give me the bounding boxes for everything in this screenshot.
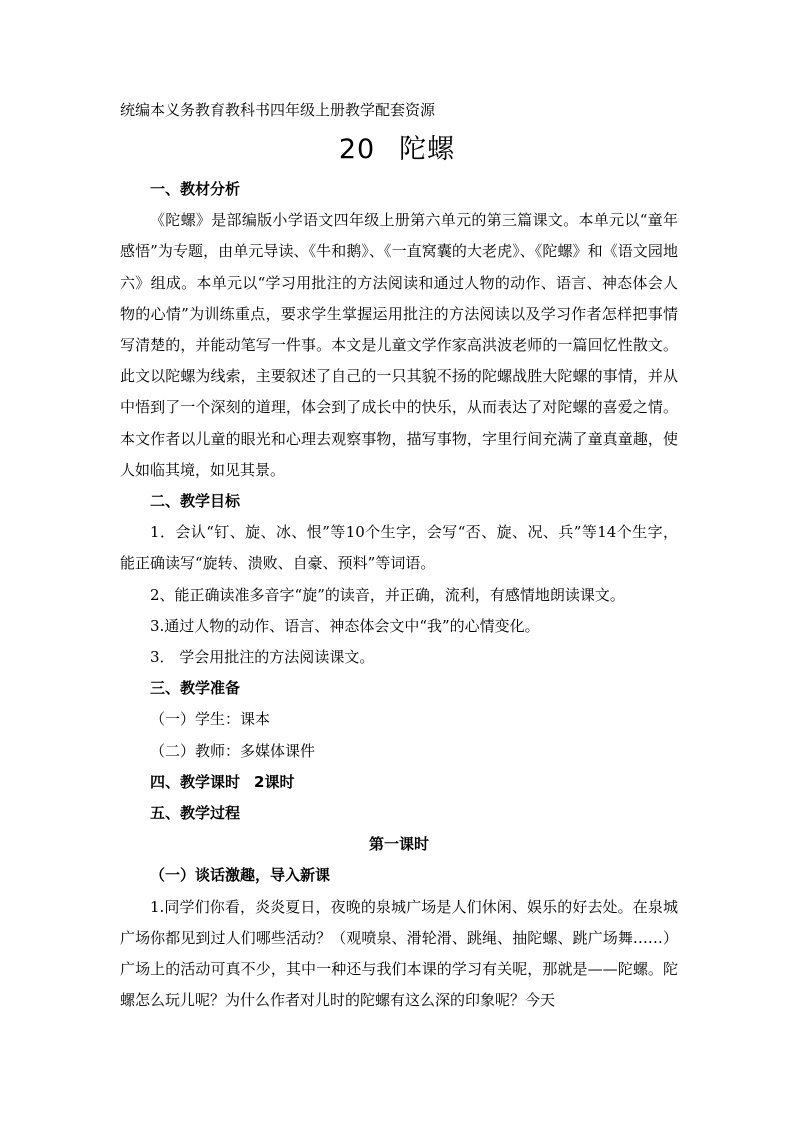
lesson-number: 20 xyxy=(338,134,376,165)
section-heading-hours xyxy=(120,767,678,798)
preparation-item-teacher: （二）教师：多媒体课件 xyxy=(150,741,316,760)
header-subtitle: 统编本义务教育教科书四年级上册教学配套资源 xyxy=(120,101,436,119)
section-heading-goals: 二、教学目标 xyxy=(150,492,241,511)
page-title xyxy=(0,132,794,168)
goal-item-4: 3． 学会用批注的方法阅读课文。 xyxy=(150,648,375,667)
analysis-paragraph: 《陀螺》是部编版小学语文四年级上册第六单元的第三篇课文。本单元以“童年感悟”为专题，由单元导读、《牛和鹅》、《一直窝囊的大老虎》、《陀螺》和《语文园地六》组成。本单元以“学习用批注的方法阅读和通过人物的动作、语言、神态体会人物的心情”为训练重点，要求学生掌握运用批注的方法阅读以及学习作者怎样把事情写清楚的，并能动笔写一件事。本文是儿童文学作家高洪波老师的一篇回忆性散文。此文以陀螺为线索，主要叙述了自己的一只其貌不扬的陀螺战胜大陀螺的事情，并从中悟到了一个深刻的道理，体会到了成长中的快乐，从而表达了对陀螺的喜爱之情。本文作者以儿童的眼光和心理去观察事物，描写事物，字里行间充满了童真童趣，使人如临其境，如见其景。 xyxy=(120,211,678,479)
document-body xyxy=(120,174,678,1016)
lesson-name: 陀螺 xyxy=(399,134,456,165)
preparation-item-students: （一）学生：课本 xyxy=(150,710,271,729)
section-heading-process: 五、教学过程 xyxy=(150,804,241,822)
intro-paragraph: 1.同学们你看，炎炎夏日，夜晚的泉城广场是人们休闲、娱乐的好去处。在泉城广场你都见到过人们哪些活动？（观喷泉、滑轮滑、跳绳、抽陀螺、跳广场舞……）广场上的活动可真不少，其中一种还与我们本课的学习有关呢，那就是——陀螺。陀螺怎么玩儿呢？为什么作者对儿时的陀螺有这么深的印象呢？今天 xyxy=(120,897,678,1010)
goal-item-2: 2、能正确读准多音字“旋”的读音，并正确，流利，有感情地朗读课文。 xyxy=(150,585,625,604)
section-heading-analysis: 一、教材分析 xyxy=(150,180,241,198)
section-heading-preparation: 三、教学准备 xyxy=(150,679,241,698)
lesson-period-heading: 第一课时 xyxy=(368,835,429,854)
hours-value: 2课时 xyxy=(254,772,295,791)
hours-label: 四、教学课时 xyxy=(150,772,241,791)
goal-item-1: 1．会认“钉、旋、冰、恨”等10个生字，会写“否、旋、况、兵”等14个生字，能正确读写“旋转、溃败、自豪、预料”等词语。 xyxy=(120,523,678,573)
goal-item-3: 3.通过人物的动作、语言、神态体会文中“我”的心情变化。 xyxy=(150,616,540,635)
subsection-heading-intro: （一）谈话激趣，导入新课 xyxy=(150,866,331,885)
